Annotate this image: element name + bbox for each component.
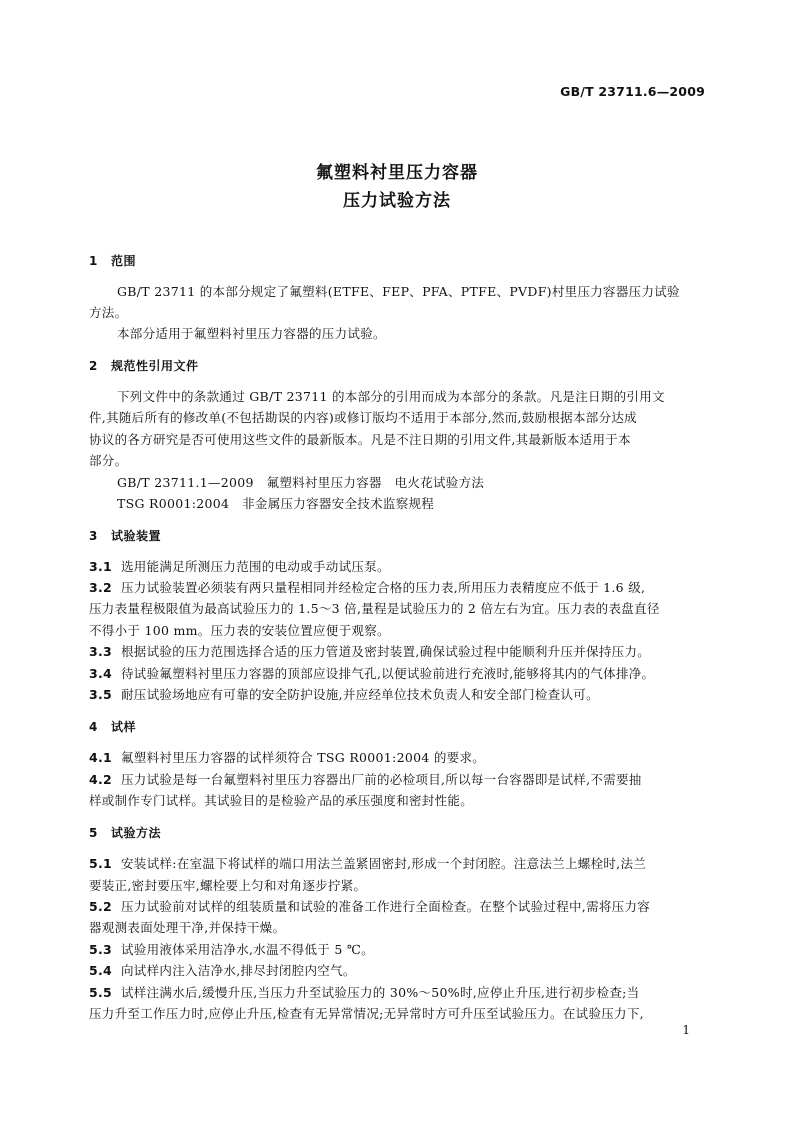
clause-number: 3.5: [89, 687, 113, 702]
clause-4-2: [89, 770, 706, 788]
clause-text: 安装试样:在室温下将试样的端口用法兰盖紧固密封,形成一个封闭腔。注意法兰上螺栓时,法兰: [121, 856, 647, 871]
section-number: 4: [89, 720, 98, 734]
clause-text: 试验用液体采用洁净水,水温不得低于 5 ℃。: [121, 942, 374, 957]
section-title: 试验装置: [111, 529, 162, 543]
clause-number: 5.2: [89, 899, 113, 914]
paragraph-line: 件,其随后所有的修改单(不包括勘误的内容)或修订版均不适用于本部分,然而,鼓励根据本部分达成: [89, 410, 637, 425]
clause-number: 5.1: [89, 856, 113, 871]
clause-3-5: [89, 685, 706, 703]
clause-number: 3.2: [89, 580, 113, 595]
section-title: 范围: [111, 254, 137, 268]
paragraph-line: 方法。: [89, 305, 128, 320]
page-number: 1: [682, 1023, 690, 1037]
clause-number: 5.3: [89, 942, 113, 957]
paragraph-line: 部分。: [89, 453, 128, 468]
normative-reference: TSG R0001:2004 非金属压力容器安全技术监察规程: [117, 496, 435, 511]
clause-5-5: [89, 983, 706, 1001]
section-title: 规范性引用文件: [111, 359, 199, 373]
clause-5-2: [89, 897, 706, 915]
paragraph-line: 本部分适用于氟塑料衬里压力容器的压力试验。: [117, 326, 386, 341]
clause-text: 耐压试验场地应有可靠的安全防护设施,并应经单位技术负责人和安全部门检查认可。: [121, 687, 599, 702]
clause-text: 压力试验装置必须装有两只量程相同并经检定合格的压力表,所用压力表精度应不低于 1.6 级,: [121, 580, 646, 595]
paragraph-line: 压力表量程极限值为最高试验压力的 1.5～3 倍,量程是试验压力的 2 倍左右为宜。压力表的表盘直径: [89, 601, 660, 616]
paragraph-line: 压力升至工作压力时,应停止升压,检查有无异常情况;无异常时方可升压至试验压力。在试验压力下,: [89, 1006, 644, 1021]
clause-3-4: [89, 664, 706, 682]
clause-number: 4.1: [89, 750, 113, 765]
normative-reference: GB/T 23711.1—2009 氟塑料衬里压力容器 电火花试验方法: [117, 475, 485, 490]
section-number: 3: [89, 529, 98, 543]
section-4-heading: [89, 718, 136, 735]
clause-number: 3.3: [89, 644, 113, 659]
section-1-heading: [89, 252, 136, 269]
clause-text: 压力试验是每一台氟塑料衬里压力容器出厂前的必检项目,所以每一台容器即是试样,不需要抽: [121, 772, 642, 787]
clause-5-1: [89, 854, 706, 872]
clause-3-3: [89, 642, 706, 660]
section-number: 1: [89, 254, 98, 268]
clause-number: 4.2: [89, 772, 113, 787]
clause-5-3: [89, 940, 706, 958]
clause-text: 选用能满足所测压力范围的电动或手动试压泵。: [121, 559, 390, 574]
paragraph-line: 下列文件中的条款通过 GB/T 23711 的本部分的引用而成为本部分的条款。凡是注日期的引用文: [117, 389, 665, 404]
section-3-heading: [89, 527, 161, 544]
paragraph-line: GB/T 23711 的本部分规定了氟塑料(ETFE、FEP、PFA、PTFE、PVDF)村里压力容器压力试验: [117, 284, 680, 299]
section-5-heading: [89, 824, 161, 841]
clause-text: 待试验氟塑料衬里压力容器的顶部应设排气孔,以便试验前进行充液时,能够将其内的气体排净。: [121, 666, 655, 681]
standard-number: GB/T 23711.6—2009: [560, 84, 705, 99]
paragraph-line: 器观测表面处理干净,并保持干燥。: [89, 920, 286, 935]
clause-3-1: [89, 557, 706, 575]
clause-text: 根据试验的压力范围选择合适的压力管道及密封装置,确保试验过程中能顺利升压并保持压力。: [121, 644, 651, 659]
paragraph-line: 样或制作专门试样。其试验目的是检验产品的承压强度和密封性能。: [89, 793, 474, 808]
document-title-line1: 氟塑料衬里压力容器: [316, 163, 478, 183]
section-title: 试验方法: [111, 826, 162, 840]
clause-number: 5.5: [89, 985, 113, 1000]
paragraph-line: 不得小于 100 mm。压力表的安装位置应便于观察。: [89, 623, 390, 638]
clause-4-1: [89, 748, 706, 766]
clause-text: 氟塑料衬里压力容器的试样须符合 TSG R0001:2004 的要求。: [121, 750, 486, 765]
clause-number: 3.4: [89, 666, 113, 681]
clause-number: 5.4: [89, 963, 113, 978]
clause-3-2: [89, 578, 706, 596]
section-2-heading: [89, 357, 199, 374]
section-number: 2: [89, 359, 98, 373]
clause-text: 试样注满水后,缓慢升压,当压力升至试验压力的 30%～50%时,应停止升压,进行初步检查;当: [121, 985, 640, 1000]
clause-text: 压力试验前对试样的组装质量和试验的准备工作进行全面检查。在整个试验过程中,需将压力容: [121, 899, 651, 914]
section-title: 试样: [111, 720, 137, 734]
document-title-line2: 压力试验方法: [343, 191, 451, 211]
paragraph-line: 要装正,密封要压牢,螺栓要上匀和对角逐步拧紧。: [89, 878, 367, 893]
paragraph-line: 协议的各方研究是否可使用这些文件的最新版本。凡是不注日期的引用文件,其最新版本适用于本: [89, 432, 631, 447]
clause-5-4: [89, 961, 706, 979]
section-number: 5: [89, 826, 98, 840]
clause-number: 3.1: [89, 559, 113, 574]
clause-text: 向试样内注入洁净水,排尽封闭腔内空气。: [121, 963, 356, 978]
